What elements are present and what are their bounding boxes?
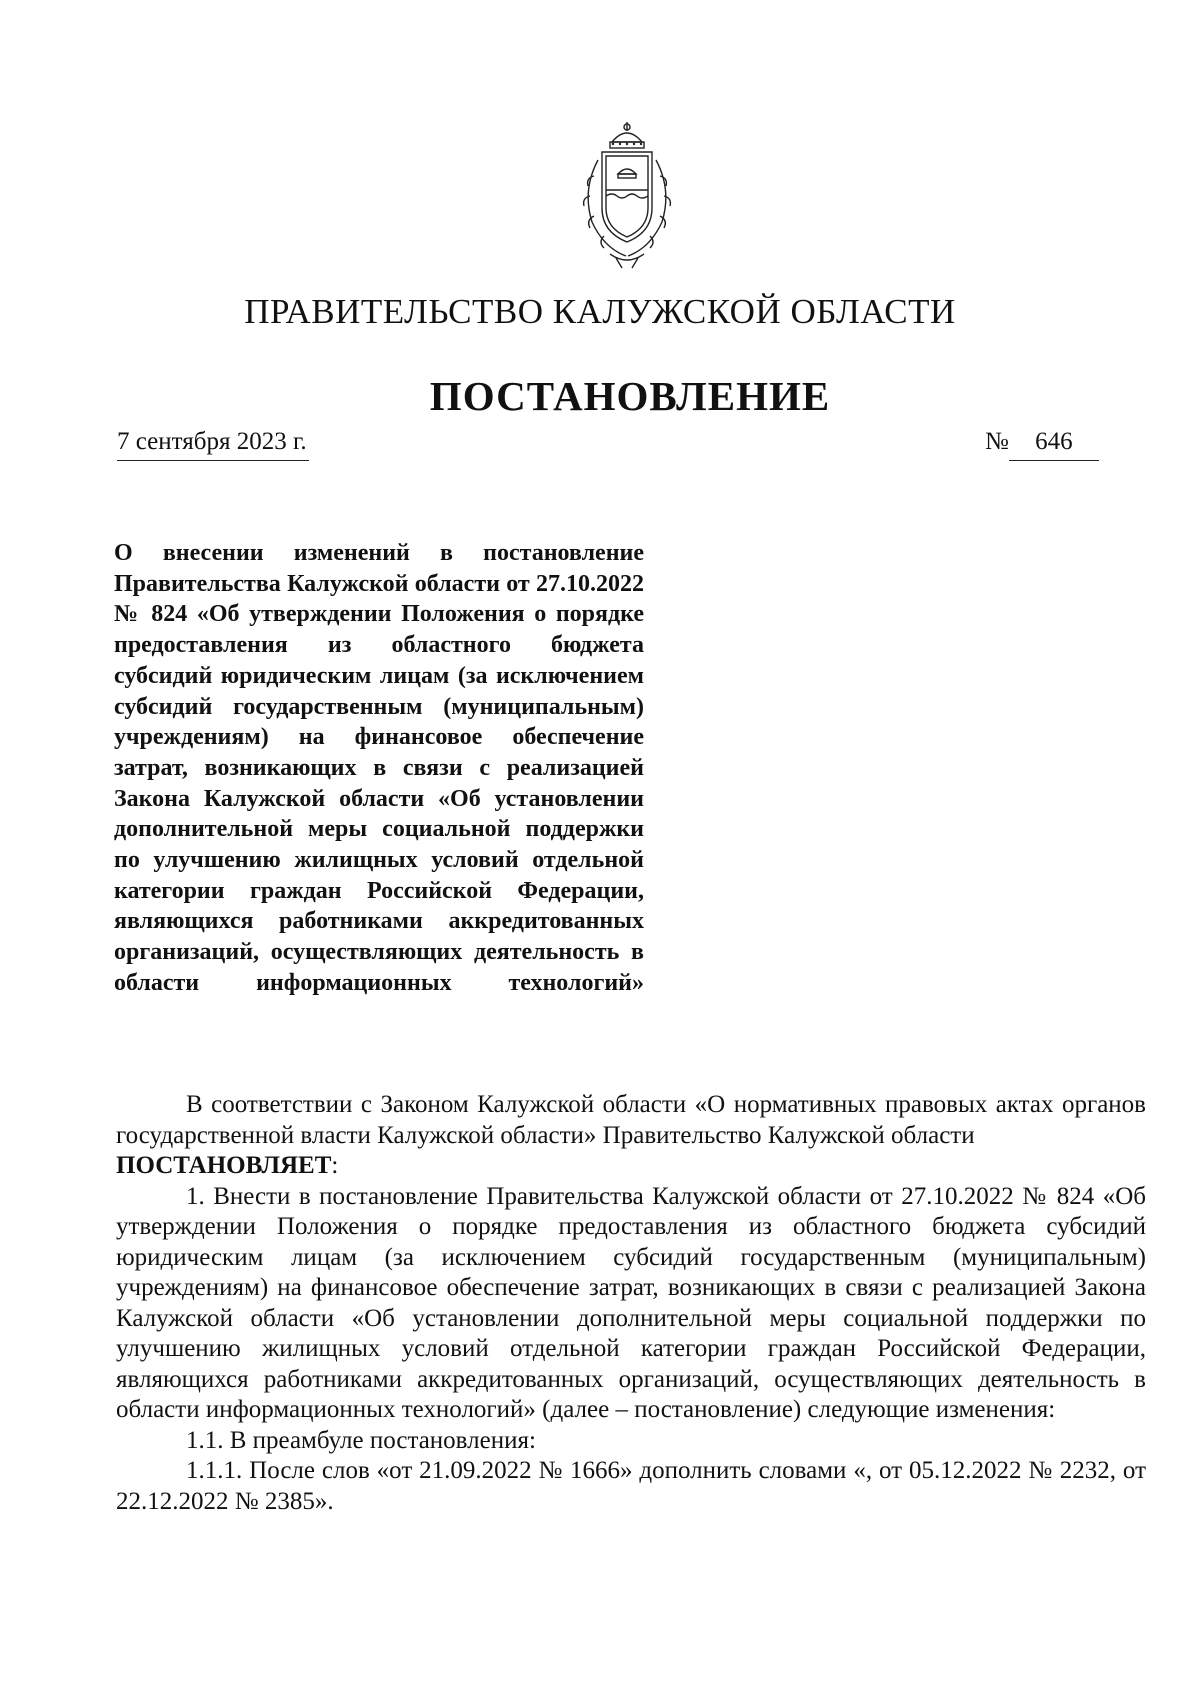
document-subject: О внесении изменений в постановление Правительства Калужской области от 27.10.2022 № 824 «Об утверждении Положения о порядке предоставления из областного бюджета субсидий юридическим лицам (за исключением субсидий государственным (муниципальным) учреждениям) на финансовое обеспечение затрат, возникающих в связи с реализацией Закона Калужской области «Об установлении дополнительной меры социальной поддержки по улучшению жилищных условий отдельной категории граждан Российской Федерации, являющихся работниками аккредитованных организаций, осуществляющих деятельность в области информационных технологий»	[114, 540, 644, 996]
organization-title: ПРАВИТЕЛЬСТВО КАЛУЖСКОЙ ОБЛАСТИ	[244, 292, 956, 331]
decree-line	[116, 1151, 1146, 1182]
document-number-block	[985, 428, 1099, 461]
number-label: №	[985, 428, 1009, 455]
item-1-1-paragraph: 1.1. В преамбуле постановления:	[186, 1426, 536, 1454]
decree-word: ПОСТАНОВЛЯЕТ	[116, 1152, 332, 1179]
document-number: 646	[1009, 428, 1099, 461]
preamble-paragraph: В соответствии с Законом Калужской области «О нормативных правовых актах органов государственной власти Калужской области» Правительство Калужской области	[116, 1091, 1146, 1149]
document-type-heading: ПОСТАНОВЛЕНИЕ	[429, 373, 831, 419]
item-1-paragraph: 1. Внести в постановление Правительства Калужской области от 27.10.2022 № 824 «Об утверждении Положения о порядке предоставления из областного бюджета субсидий юридическим лицам (за исключением субсидий государственным (муниципальным) учреждениям) на финансовое обеспечение затрат, возникающих в связи с реализацией Закона Калужской области «Об установлении дополнительной меры социальной поддержки по улучшению жилищных условий отдельной категории граждан Российской Федерации, являющихся работниками аккредитованных организаций, осуществляющих деятельность в области информационных технологий» (далее – постановление) следующие изменения:	[116, 1182, 1146, 1423]
document-body	[116, 1090, 1146, 1517]
item-1-1-1-paragraph: 1.1.1. После слов «от 21.09.2022 № 1666» дополнить словами «, от 05.12.2022 № 2232, от 22.12.2022 № 2385».	[116, 1457, 1146, 1515]
document-date: 7 сентября 2023 г.	[117, 428, 309, 461]
decree-colon: :	[331, 1152, 339, 1179]
kaluga-coat-of-arms-icon	[568, 120, 686, 272]
